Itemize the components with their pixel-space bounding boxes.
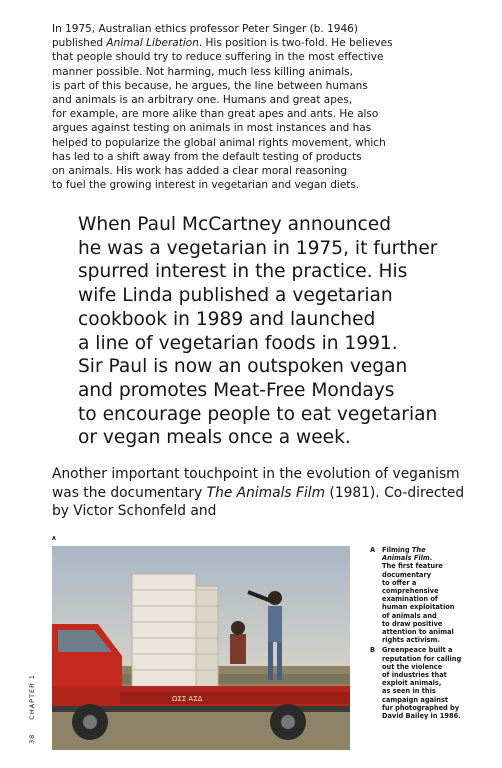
intro-text-1: In 1975, Australian ethics professor Peter Singer (b. 1946) published <box>52 23 358 50</box>
intro-text-2: . His position is two-fold. He believes that people should try to reduce suffering in the most effective manner possible. Not harming, much less killing animals, is part of this because, he argues, the line between humans and animals is an arbitrary one. Humans and great apes, for example, are more alike than great apes and ants. He also argues against testing on animals in most instances and has helped to popularize the global animal rights movement, which has led to a shift away from the default testing of products on animals. His work has added a clear moral reasoning to fuel the growing interest in vegetarian and vegan diets. <box>52 37 393 192</box>
caption-text: Greenpeace built a reputation for calling out the violence of industries that exploit animals, as seen in this campaign against fur photographed by David Bailey in 1986. <box>382 646 462 721</box>
caption-pre: Filming <box>382 546 412 554</box>
figure-photo <box>52 546 350 750</box>
body-film-title: The Animals Film <box>206 484 326 501</box>
caption-b <box>370 646 462 720</box>
truck-lettering: ΩΣΣ ΑΣΔ <box>172 695 203 703</box>
caption-letter: A <box>370 546 376 554</box>
figure-label: A <box>52 536 56 542</box>
caption-title: The Animals Film <box>382 546 430 563</box>
chapter-label: CHAPTER 1 <box>28 674 36 720</box>
page-number: 38 <box>28 733 36 744</box>
pull-quote: When Paul McCartney announced he was a vegetarian in 1975, it further spurred interest in the practice. His wife Linda published a vegetarian cookbook in 1989 and launched a line of vegetarian foods in 1991. Sir Paul is now an outspoken vegan and promotes Meat-Free Mondays to encourage people to eat vegetarian or vegan meals once a week. <box>78 214 438 449</box>
caption-text <box>382 546 454 644</box>
body-paragraph <box>52 465 482 521</box>
caption-post: . The first feature documentary to offer a comprehensive examination of human exploitation of animals and to draw positive attention to animal rights activism. <box>382 554 455 645</box>
chicken-crates <box>132 574 218 692</box>
figure-captions <box>370 546 462 722</box>
caption-a <box>370 546 462 644</box>
body-text-2: (1981). Co-directed by Victor Schonfeld and <box>52 484 465 519</box>
intro-paragraph <box>52 22 447 192</box>
caption-letter: B <box>370 646 376 655</box>
photo-illustration <box>52 546 350 750</box>
body-text-1: Another important touchpoint in the evolution of veganism was the documentary <box>52 466 460 501</box>
page-folio <box>28 674 36 744</box>
intro-book-title: Animal Liberation <box>106 37 199 50</box>
